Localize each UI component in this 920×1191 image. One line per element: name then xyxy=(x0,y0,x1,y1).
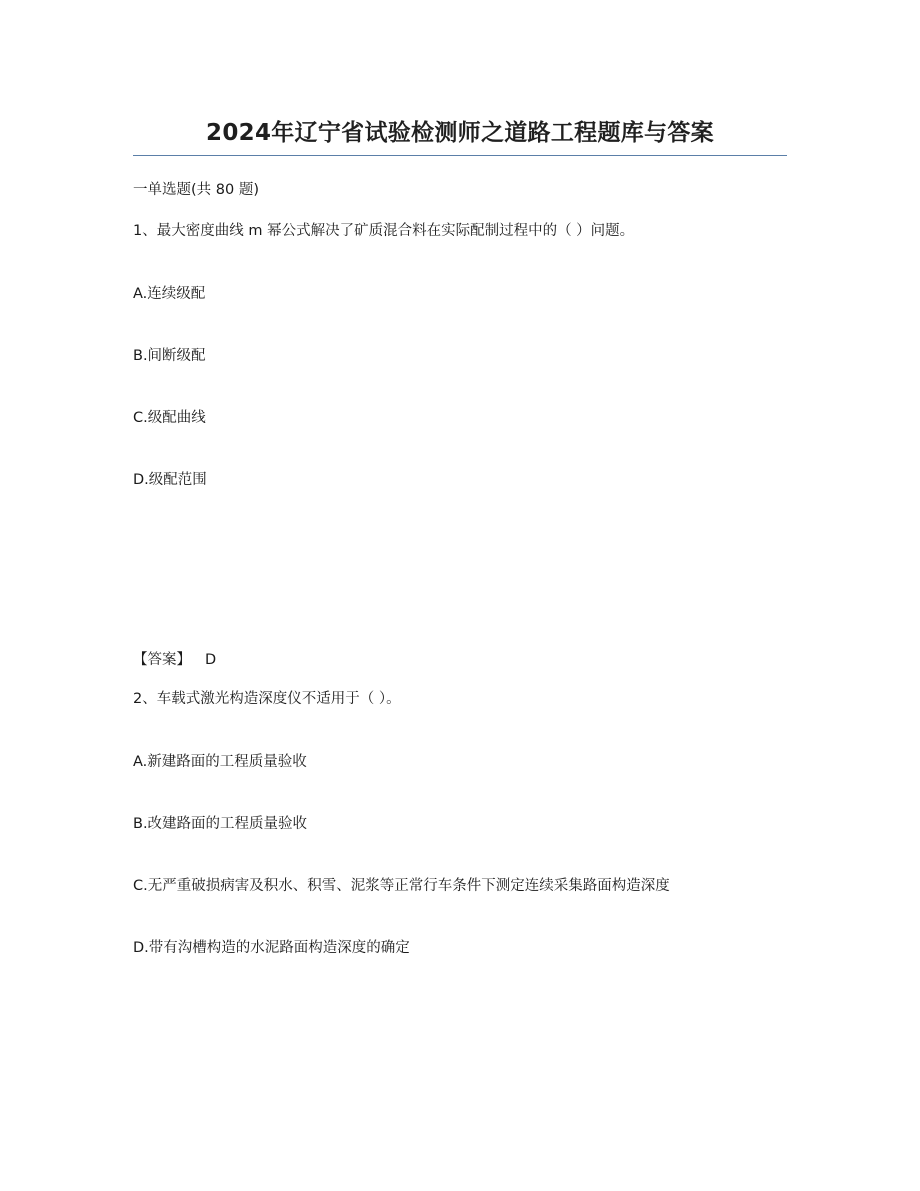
question-1-stem: 1、最大密度曲线 m 幂公式解决了矿质混合料在实际配制过程中的（ ）问题。 xyxy=(133,223,635,239)
document-title: 2024年辽宁省试验检测师之道路工程题库与答案 xyxy=(206,120,714,146)
question-2-option-d: D.带有沟槽构造的水泥路面构造深度的确定 xyxy=(133,940,410,956)
section-heading: 一单选题(共 80 题) xyxy=(133,182,259,198)
question-1-option-c: C.级配曲线 xyxy=(133,410,206,426)
question-1-answer xyxy=(133,650,216,670)
question-2-option-a: A.新建路面的工程质量验收 xyxy=(133,754,307,770)
question-2-stem: 2、车载式激光构造深度仪不适用于（ ）。 xyxy=(133,691,401,707)
answer-value: D xyxy=(205,652,217,668)
question-1-option-a: A.连续级配 xyxy=(133,286,206,302)
question-1-option-d: D.级配范围 xyxy=(133,472,207,488)
question-1-option-b: B.间断级配 xyxy=(133,348,206,364)
question-2-option-b: B.改建路面的工程质量验收 xyxy=(133,816,308,832)
question-2-option-c: C.无严重破损病害及积水、积雪、泥浆等正常行车条件下测定连续采集路面构造深度 xyxy=(133,878,670,894)
title-underline xyxy=(133,155,787,156)
answer-label: 【答案】 xyxy=(133,652,191,668)
